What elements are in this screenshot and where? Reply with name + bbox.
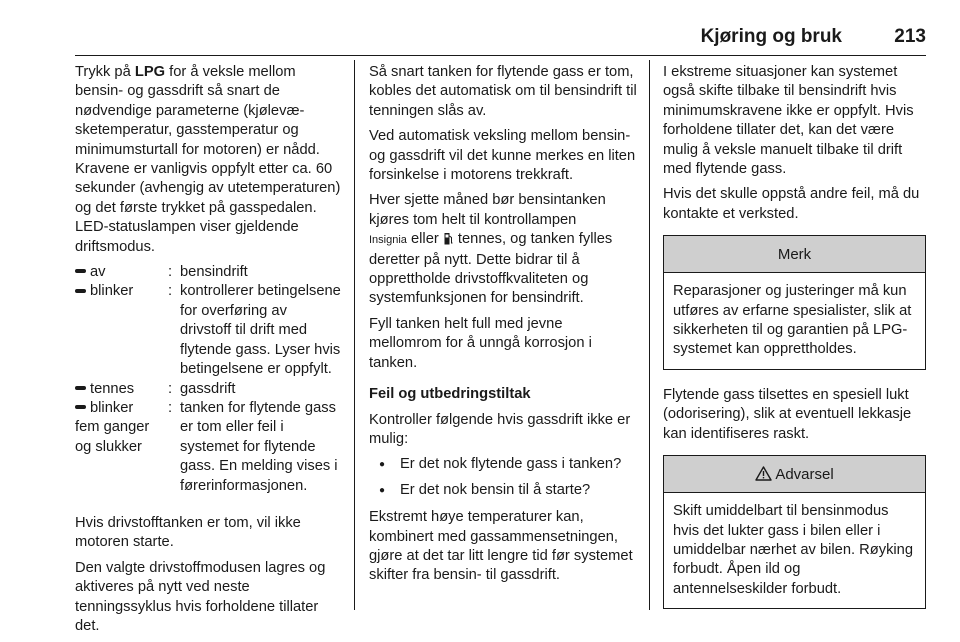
section-title: Kjøring og bruk — [700, 26, 842, 47]
warning-title: Advarsel — [775, 466, 834, 484]
insignia-label: Insignia — [369, 234, 407, 247]
paragraph: Ekstremt høye temperaturer kan, kombinert med gassammensetningen, gjøre at det tar litt lengre tid før systemet skifter fra bensin- til gassdrift. — [369, 509, 633, 584]
column-2 — [369, 63, 637, 592]
fuel-pump-icon — [444, 232, 453, 245]
status-row: av : bensindrift — [75, 263, 341, 282]
paragraph: Hver sjette måned bør bensintanken kjøres tom helt til kontrollampen Insignia eller tennes, og tanken fylles deretter på nytt. Dette bidrar til å opprettholde drivstoffkvaliteten og systemfunksjonen for bensindrift. — [369, 192, 613, 307]
warning-body: Skift umiddelbart til bensinmodus hvis det lukter gass i bilen eller i umiddelbar nærhet av bilen. Røyking forbudt. Åpen ild og antennelseskilder forbudt. — [673, 503, 914, 597]
column-divider — [649, 60, 650, 610]
led-dash-icon — [75, 405, 86, 409]
page-number: 213 — [894, 26, 926, 47]
intro-paragraph: Trykk på LPG for å veksle mellom bensin- og gassdrift så snart de nødvendige parameterne (kjølevæsketemperatur, gasstemperatur og minimumsturtall for motoren) er nådd. Kravene er vanligvis oppfylt etter ca. 60 sekunder (avhengig av utetemperaturen) og det første trykket på gasspedalen. LED-statuslampen viser gjeldende driftsmodus. — [75, 64, 341, 255]
paragraph: Så snart tanken for flytende gass er tom, kobles det automatisk om til bensindrift til tenningen slås av. — [369, 64, 637, 119]
paragraph: Flytende gass tilsettes en spesiell lukt (odorisering), slik at eventuell lekkasje kan identifiseres raskt. — [663, 386, 912, 442]
subheading: Feil og utbedringstiltak — [369, 386, 531, 403]
status-row: tennes : gassdrift — [75, 380, 341, 399]
check-list — [369, 455, 637, 500]
warning-box — [663, 455, 926, 609]
paragraph: I ekstreme situasjoner kan systemet også skifte tilbake til bensindrift hvis minimumskravene ikke er oppfylt. Hvis forholdene tillater det, kan det være mulig å veksle manuelt tilbake til drift med flytende gass. — [663, 64, 914, 178]
led-dash-icon — [75, 289, 86, 293]
paragraph: Kontroller følgende hvis gassdrift ikke er mulig: — [369, 411, 631, 447]
status-row: blinker : kontrollerer betingelsene for overføring av drivstoff til drift med flytende gass. Lyser hvis betingelsene er oppfylt. — [75, 282, 341, 379]
note-body: Reparasjoner og justeringer må kun utføres av erfarne spesialister, slik at sikkerheten til og garantien på LPG-systemet kan opprettholdes. — [673, 283, 912, 358]
led-dash-icon — [75, 269, 86, 273]
note-box — [663, 235, 926, 370]
paragraph: Hvis drivstofftanken er tom, vil ikke motoren starte. — [75, 514, 301, 551]
note-title: Merk — [664, 236, 925, 273]
lpg-button-label: LPG — [134, 64, 166, 80]
status-row: blinker fem ganger og slukker : tanken for flytende gass er tom eller feil i systemet for flytende gass. En melding vises i førerinformasjonen. — [75, 399, 338, 494]
warning-header — [664, 456, 925, 493]
led-dash-icon — [75, 386, 86, 390]
list-item: ● Er det nok bensin til å starte? — [369, 481, 637, 500]
paragraph: Hvis det skulle oppstå andre feil, må du kontakte et verksted. — [663, 186, 920, 222]
page-header — [75, 22, 926, 56]
led-status-list — [75, 263, 341, 496]
column-3 — [663, 63, 926, 625]
list-item: ● Er det nok flytende gass i tanken? — [369, 455, 637, 474]
paragraph: Ved automatisk veksling mellom bensin- og gassdrift vil det kunne merkes en liten forsinkelse i motorens trekkraft. — [369, 128, 636, 184]
paragraph: Fyll tanken helt full med jevne mellomrom for å unngå korrosjon i tanken. — [369, 315, 592, 371]
column-1 — [75, 63, 341, 642]
paragraph: Den valgte drivstoffmodusen lagres og aktiveres på nytt ved neste tenningssyklus hvis forholdene tillater det. — [75, 559, 326, 634]
warning-triangle-icon — [755, 466, 772, 481]
column-divider — [354, 60, 355, 610]
